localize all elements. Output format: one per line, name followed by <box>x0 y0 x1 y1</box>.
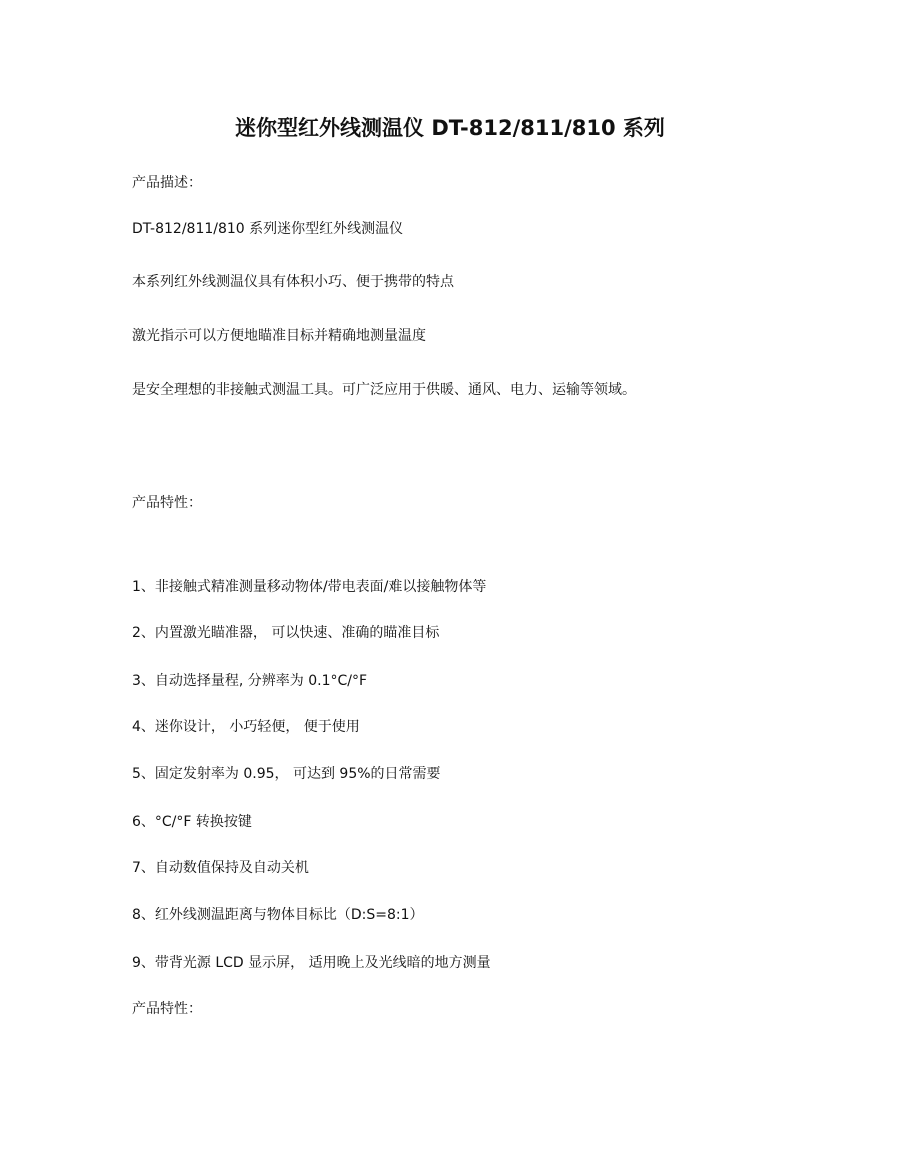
feature-item: 4、迷你设计， 小巧轻便， 便于使用 <box>132 719 360 735</box>
description-line: 是安全理想的非接触式测温工具。可广泛应用于供暖、通风、电力、运输等领域。 <box>132 382 636 398</box>
description-line: 本系列红外线测温仪具有体积小巧、便于携带的特点 <box>132 274 454 290</box>
feature-item: 5、固定发射率为 0.95， 可达到 95%的日常需要 <box>132 766 441 782</box>
feature-item: 2、内置激光瞄准器， 可以快速、准确的瞄准目标 <box>132 625 440 641</box>
feature-item: 7、自动数值保持及自动关机 <box>132 860 309 876</box>
document-title: 迷你型红外线测温仪 DT-812/811/810 系列 <box>235 116 665 140</box>
description-line: 激光指示可以方便地瞄准目标并精确地测量温度 <box>132 328 426 344</box>
description-heading: 产品描述： <box>132 175 202 191</box>
description-line: DT-812/811/810 系列迷你型红外线测温仪 <box>132 221 404 237</box>
features-heading: 产品特性： <box>132 495 202 511</box>
features-heading-footer: 产品特性： <box>132 1001 202 1017</box>
feature-item: 1、非接触式精准测量移动物体/带电表面/难以接触物体等 <box>132 579 487 595</box>
feature-item: 9、带背光源 LCD 显示屏， 适用晚上及光线暗的地方测量 <box>132 955 491 971</box>
feature-item: 3、自动选择量程, 分辨率为 0.1°C/°F <box>132 673 368 689</box>
feature-item: 6、°C/°F 转换按键 <box>132 814 252 830</box>
feature-item: 8、红外线测温距离与物体目标比（D:S=8:1） <box>132 907 424 923</box>
